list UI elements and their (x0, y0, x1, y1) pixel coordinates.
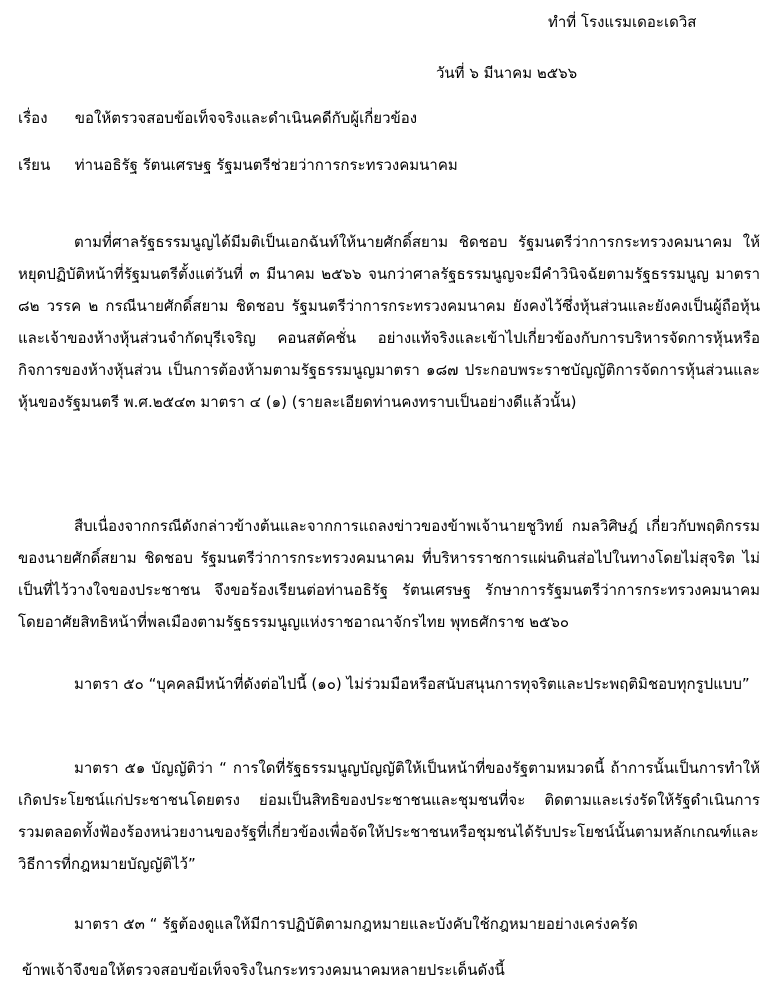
letter-place: ทำที่ โรงแรมเดอะเดวิส (548, 13, 697, 31)
body-paragraph-5: มาตรา ๕๓ “ รัฐต้องดูแลให้มีการปฏิบัติตามกฎหมายและบังคับใช้กฎหมายอย่างเคร่งครัด (74, 915, 638, 933)
subject-label: เรื่อง (18, 109, 48, 127)
recipient-text: ท่านอธิรัฐ รัตนเศรษฐ รัฐมนตรีช่วยว่าการกระทรวงคมนาคม (74, 156, 458, 174)
letter-date: วันที่ ๖ มีนาคม ๒๕๖๖ (436, 64, 578, 82)
body-paragraph-6: ข้าพเจ้าจึงขอให้ตรวจสอบข้อเท็จจริงในกระทรวงคมนาคมหลายประเด็นดังนี้ (22, 961, 505, 979)
subject-text: ขอให้ตรวจสอบข้อเท็จจริงและดำเนินคดีกับผู้เกี่ยวข้อง (74, 109, 418, 127)
body-paragraph-4: มาตรา ๕๑ บัญญัติว่า “ การใดที่รัฐธรรมนูญบัญญัติให้เป็นหน้าที่ของรัฐตามหมวดนี้ ถ้าการนั้นเป็นการทำให้เกิดประโยชน์แก่ประชาชนโดยตรง ย่อมเป็นสิทธิของประชาชนและชุมชนที่จะ ติดตามและเร่งรัดให้รัฐดำเนินการ รวมตลอดทั้งฟ้องร้องหน่วยงานของรัฐที่เกี่ยวข้องเพื่อจัดให้ประชาชนหรือชุมชนได้รับประโยชน์นั้นตามหลักเกณฑ์และวิธีการที่กฎหมายบัญญัติไว้” (18, 759, 760, 873)
body-paragraph-3: มาตรา ๕๐ “บุคคลมีหน้าที่ดังต่อไปนี้ (๑๐) ไม่ร่วมมือหรือสนับสนุนการทุจริตและประพฤติมิชอบทุกรูปแบบ” (74, 675, 750, 693)
body-paragraph-1: ตามที่ศาลรัฐธรรมนูญได้มีมติเป็นเอกฉันท์ให้นายศักดิ์สยาม ชิดชอบ รัฐมนตรีว่าการกระทรวงคมนาคม ให้หยุดปฏิบัติหน้าที่รัฐมนตรีตั้งแต่วันที่ ๓ มีนาคม ๒๕๖๖ จนกว่าศาลรัฐธรรมนูญจะมีคำวินิจฉัยตามรัฐธรรมนูญ มาตรา ๘๒ วรรค ๒ กรณีนายศักดิ์สยาม ชิดชอบ รัฐมนตรีว่าการกระทรวงคมนาคม ยังคงไว้ซึ่งหุ้นส่วนและยังคงเป็นผู้ถือหุ้นและเจ้าของห้างหุ้นส่วนจำกัดบุรีเจริญ คอนสตัคชั่น อย่างแท้จริงและเข้าไปเกี่ยวข้องกับการบริหารจัดการหุ้นหรือกิจการของห้างหุ้นส่วน เป็นการต้องห้ามตามรัฐธรรมนูญมาตรา ๑๘๗ ประกอบพระราชบัญญัติการจัดการหุ้นส่วนและหุ้นของรัฐมนตรี พ.ศ.๒๕๔๓ มาตรา ๔ (๑) (รายละเอียดท่านคงทราบเป็นอย่างดีแล้วนั้น) (18, 233, 760, 411)
body-paragraph-2: สืบเนื่องจากกรณีดังกล่าวข้างต้นและจากการแถลงข่าวของข้าพเจ้านายชูวิทย์ กมลวิศิษฎ์ เกี่ยวกับพฤติกรรมของนายศักดิ์สยาม ชิดชอบ รัฐมนตรีว่าการกระทรวงคมนาคม ที่บริหารราชการแผ่นดินส่อไปในทางโดยไม่สุจริต ไม่เป็นที่ไว้วางใจของประชาชน จึงขอร้องเรียนต่อท่านอธิรัฐ รัตนเศรษฐ รักษาการรัฐมนตรีว่าการกระทรวงคมนาคม โดยอาศัยสิทธิหน้าที่พลเมืองตามรัฐธรรมนูญแห่งราชอาณาจักรไทย พุทธศักราช ๒๕๖๐ (18, 517, 760, 631)
recipient-line (18, 153, 458, 177)
recipient-label: เรียน (18, 156, 51, 174)
subject-line (18, 106, 417, 130)
